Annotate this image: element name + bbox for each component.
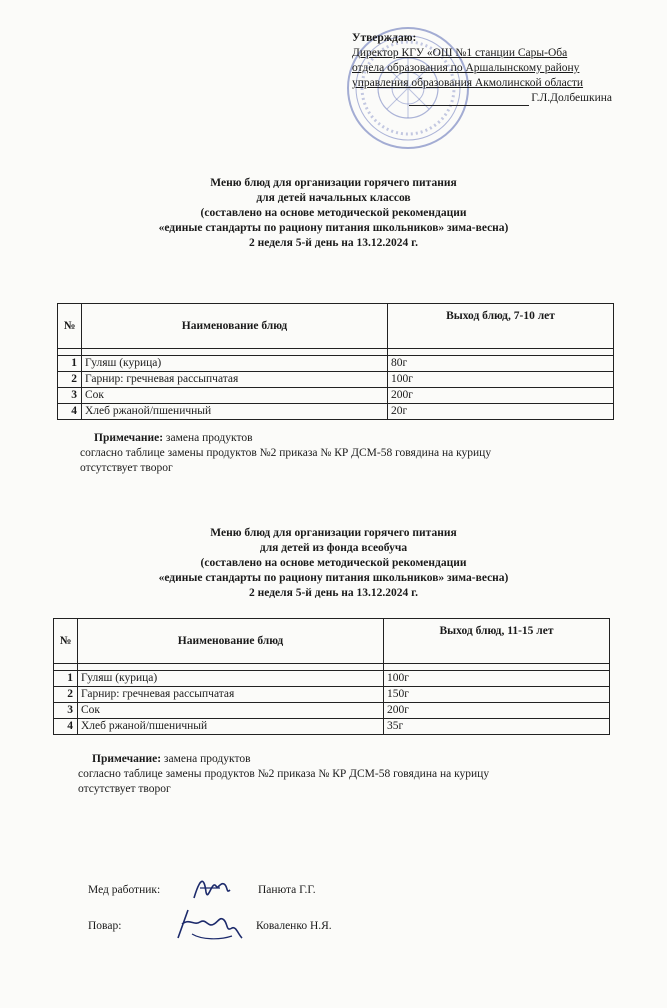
menu1-title-line-5: 2 неделя 5-й день на 13.12.2024 г.	[249, 237, 418, 249]
menu1-title-line-4: «единые стандарты по рациону питания школьников» зима-весна)	[158, 222, 509, 234]
menu1-note-line-2: согласно таблице замены продуктов №2 приказа № КР ДСМ-58 говядина на курицу	[80, 447, 492, 459]
table-row	[54, 703, 610, 719]
menu2-note-line-3: отсутствует творог	[78, 783, 171, 795]
row-num: 1	[54, 671, 78, 687]
menu2-note-label: Примечание:	[92, 753, 162, 765]
row-output: 200г	[388, 388, 614, 404]
approval-signer-name: Г.Л.Долбешкина	[531, 92, 612, 104]
menu1-table	[57, 303, 614, 420]
table-row	[58, 372, 614, 388]
approval-heading: Утверждаю:	[352, 32, 417, 44]
menu2-title-line-1: Меню блюд для организации горячего питания	[210, 527, 457, 539]
row-dish: Гуляш (курица)	[78, 671, 384, 687]
menu1-title-line-3: (составлено на основе методической рекомендации	[200, 207, 467, 219]
menu1-header-out: Выход блюд, 7-10 лет	[388, 304, 614, 349]
menu2-heading	[0, 526, 667, 601]
row-num: 2	[58, 372, 82, 388]
cook-signature-label: Повар:	[88, 920, 122, 932]
menu2-title-line-4: «единые стандарты по рациону питания школьников» зима-весна)	[158, 572, 509, 584]
approval-line-3: отдела образования по Аршалынскому району	[352, 62, 580, 74]
menu1-header-name: Наименование блюд	[82, 304, 388, 349]
menu1-heading	[0, 176, 667, 251]
menu1-note-label: Примечание:	[94, 432, 164, 444]
table-row	[54, 719, 610, 735]
row-dish: Хлеб ржаной/пшеничный	[82, 404, 388, 420]
row-dish: Гарнир: гречневая рассыпчатая	[78, 687, 384, 703]
menu2-note	[78, 752, 638, 797]
menu1-title-line-1: Меню блюд для организации горячего питания	[210, 177, 457, 189]
menu2-header-name: Наименование блюд	[78, 619, 384, 664]
row-num: 3	[54, 703, 78, 719]
row-num: 4	[58, 404, 82, 420]
approval-line-2: Директор КГУ «ОШ №1 станции Сары-Оба	[352, 47, 568, 59]
table-row	[54, 671, 610, 687]
medic-signature-scribble	[190, 872, 234, 906]
row-num: 3	[58, 388, 82, 404]
menu2-table	[53, 618, 610, 735]
row-dish: Хлеб ржаной/пшеничный	[78, 719, 384, 735]
menu2-note-label-rest: замена продуктов	[163, 753, 251, 765]
table-row	[54, 687, 610, 703]
row-output: 100г	[384, 671, 610, 687]
approval-line-4: управления образования Акмолинской области	[352, 77, 584, 89]
row-dish: Сок	[82, 388, 388, 404]
row-dish: Гуляш (курица)	[82, 356, 388, 372]
table-row	[58, 404, 614, 420]
menu2-note-line-2: согласно таблице замены продуктов №2 приказа № КР ДСМ-58 говядина на курицу	[78, 768, 490, 780]
row-output: 150г	[384, 687, 610, 703]
row-output: 35г	[384, 719, 610, 735]
approval-block	[352, 31, 652, 106]
menu2-table-header	[54, 619, 610, 664]
row-num: 2	[54, 687, 78, 703]
menu1-note-line-3: отсутствует творог	[80, 462, 173, 474]
medic-name: Панюта Г.Г.	[258, 884, 316, 896]
row-dish: Гарнир: гречневая рассыпчатая	[82, 372, 388, 388]
table-row	[58, 356, 614, 372]
row-dish: Сок	[78, 703, 384, 719]
menu2-title-line-5: 2 неделя 5-й день на 13.12.2024 г.	[249, 587, 418, 599]
row-output: 20г	[388, 404, 614, 420]
menu2-header-num: №	[54, 619, 78, 664]
row-output: 80г	[388, 356, 614, 372]
medic-signature-label: Мед работник:	[88, 884, 161, 896]
cook-signature-scribble	[172, 904, 244, 944]
row-num: 4	[54, 719, 78, 735]
row-num: 1	[58, 356, 82, 372]
table-row	[58, 388, 614, 404]
menu2-title-line-2: для детей из фонда всеобуча	[259, 542, 408, 554]
menu1-note	[80, 431, 640, 476]
menu1-title-line-2: для детей начальных классов	[256, 192, 411, 204]
menu2-title-line-3: (составлено на основе методической рекомендации	[200, 557, 467, 569]
menu1-note-label-rest: замена продуктов	[165, 432, 253, 444]
cook-name: Коваленко Н.Я.	[256, 920, 332, 932]
approval-signer	[352, 91, 652, 106]
row-output: 200г	[384, 703, 610, 719]
menu2-header-out: Выход блюд, 11-15 лет	[384, 619, 610, 664]
menu1-table-header	[58, 304, 614, 349]
row-output: 100г	[388, 372, 614, 388]
menu1-header-num: №	[58, 304, 82, 349]
